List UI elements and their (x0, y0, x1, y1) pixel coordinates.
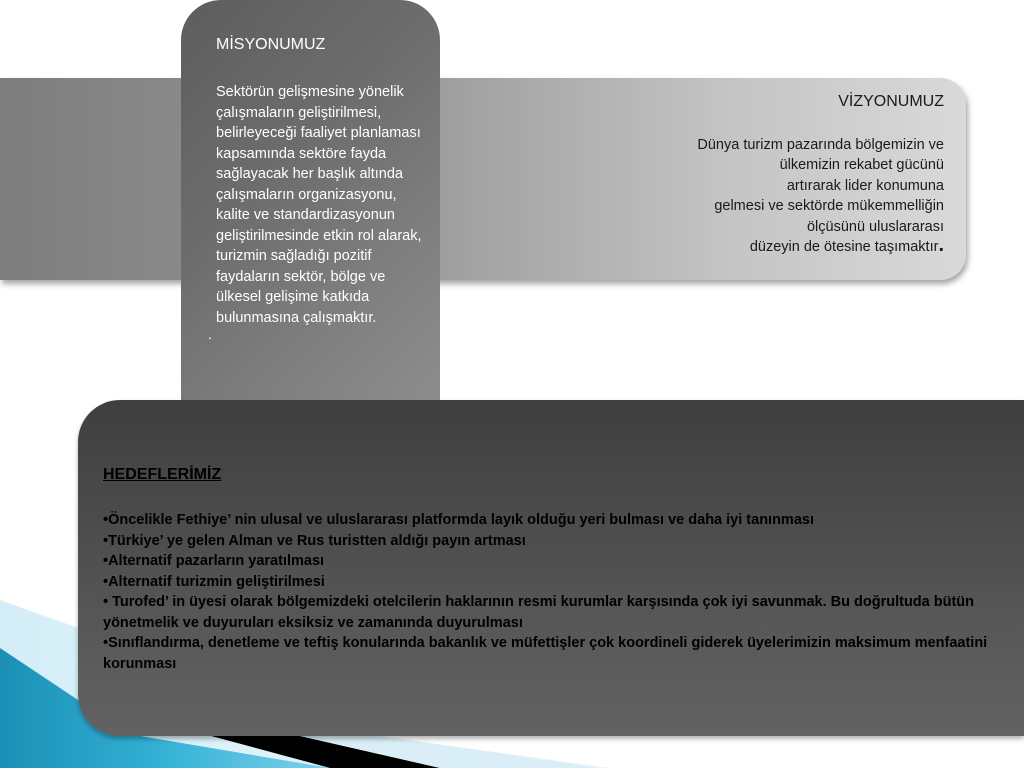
vision-panel (0, 78, 966, 280)
vision-line: ölçüsünü uluslararası (806, 218, 944, 235)
goal-item: •Türkiye’ ye gelen Alman ve Rus turistten aldığı payın artması (103, 532, 526, 549)
mission-bullet: . (208, 326, 212, 342)
vision-line-last (584, 234, 944, 258)
vision-line: gelmesi ve sektörde mükemmelliğin (714, 198, 944, 214)
vision-line: ülkemizin rekabet gücünü (779, 157, 944, 173)
goal-item: • Turofed’ in üyesi olarak bölgemizdeki otelcilerin haklarının resmi kurumlar karşısında çok iyi savunmak. Bu doğrultuda bütün yönetmelik ve duyuruları eksiksiz ve zamanında duyurulması (103, 594, 975, 631)
vision-content (584, 92, 944, 258)
goals-panel (78, 400, 1024, 736)
goal-item: •Alternatif turizmin geliştirilmesi (103, 573, 325, 590)
goal-item: •Sınıflandırma, denetleme ve teftiş konularında bakanlık ve müfettişler çok koordineli giderek üyelerimizin maksimum menfaatini korunması (103, 635, 988, 672)
vision-line: artırarak lider konumuna (786, 177, 944, 194)
mission-title: MİSYONUMUZ (216, 36, 326, 53)
vision-line: düzeyin de ötesine taşımaktır (749, 239, 939, 255)
goals-list (103, 510, 993, 674)
vision-body (584, 135, 944, 258)
goal-item: •Öncelikle Fethiye’ nin ulusal ve uluslararası platformda layık olduğu yeri bulması ve daha iyi tanınması (103, 512, 814, 528)
goal-item: •Alternatif pazarların yaratılması (103, 553, 325, 569)
vision-line: Dünya turizm pazarında bölgemizin ve (697, 136, 944, 153)
mission-body: Sektörün gelişmesine yönelik çalışmaların geliştirilmesi, belirleyeceği faaliyet planlaması kapsamında sektöre fayda sağlayacak her başlık altında çalışmaların organizasyonu, kalite ve standardizasyonun geliştirilmesinde etkin rol alarak, turizmin sağladığı pozitif faydaların sektör, bölge ve ülkesel gelişime katkıda bulunmasına çalışmaktır. (216, 84, 422, 326)
vision-end-mark: . (938, 234, 944, 256)
vision-title: VİZYONUMUZ (838, 93, 944, 110)
goals-title: HEDEFLERİMİZ (103, 466, 222, 483)
mission-panel (181, 0, 440, 410)
